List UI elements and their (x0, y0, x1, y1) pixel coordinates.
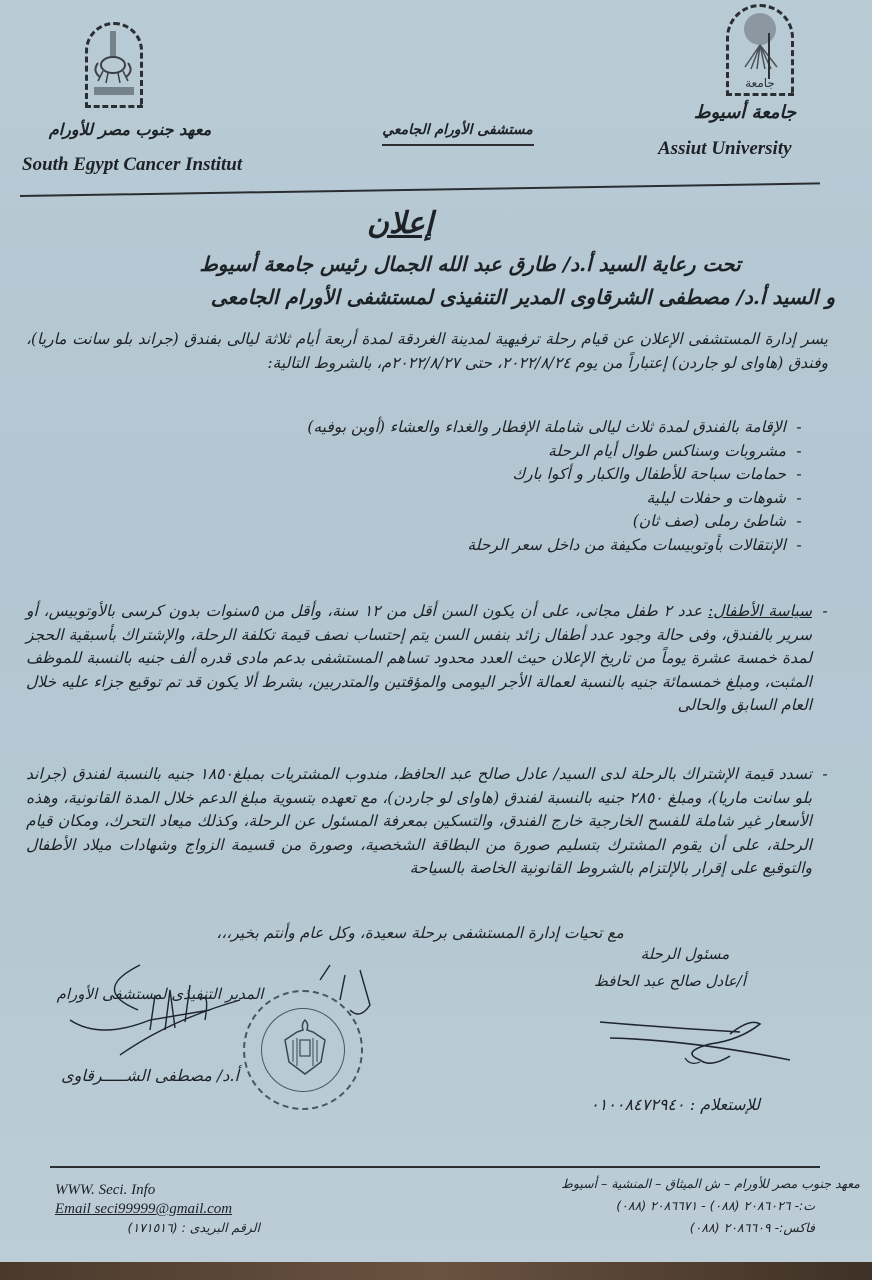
cancer-institute-name-ar: معهد جنوب مصر للأورام (48, 120, 212, 139)
crab-emblem-icon (88, 25, 140, 105)
svg-text:جامعة: جامعة (745, 76, 775, 90)
payment-paragraph (26, 763, 828, 881)
assiut-university-logo-icon (726, 4, 794, 96)
intro-paragraph: يسر إدارة المستشفى الإعلان عن قيام رحلة ترفيهية لمدينة الغردقة لمدة أربعة أيام ثلاثة ليالى بفندق (جراند بلو سانت ماريا)، وفندق (هاواى لو جاردن) إعتباراً من يوم ٢٠٢٢/٨/٢٤، حتى ٢٠٢٢/٨/٢٧م، بالشروط التالية: (26, 330, 828, 372)
children-policy-label: سياسة الأطفال: (707, 602, 812, 620)
bullet-dash: - (822, 765, 828, 783)
condition-item: - حمامات سباحة للأطفال والكبار و أكوا بارك (200, 463, 812, 487)
payment-text: تسدد قيمة الإشتراك بالرحلة لدى السيد/ عادل صالح عبد الحافظ، مندوب المشتريات بمبلغ١٨٥٠ جنيه بالنسبة لفندق (جراند بلو سانت ماريا)، ومبلغ ٢٨٥٠ جنيه بالنسبة لفندق (هاواى لو جاردن)، مع تعهده بتسوية مبلغ الدعم خلال المدة القانونية، وهذه الأسعار غير شاملة للفسح الخارجية خارج الفندق، والتسكين بمعرفة المسئول عن الرحلة، وكذلك ميعاد التحرك، ومكان قيام الرحلة، على أن يقوم المشترك بتسليم صورة من البطاقة الشخصية، وصورة من قسيمة الزواج وشهادات ميلاد الأطفال والتوقيع على إقرار بالإلتزام بالشروط القانونية الخاصة بالسياحة (26, 765, 813, 877)
condition-item: - الإقامة بالفندق لمدة ثلاث ليالى شاملة الإفطار والغداء والعشاء (أوبن بوفيه) (200, 416, 812, 440)
closing-line: مع تحيات إدارة المستشفى برحلة سعيدة، وكل عام وأنتم بخير،،، (216, 924, 624, 942)
condition-item: - شوهات و حفلات ليلية (200, 487, 812, 511)
footer-email[interactable]: Email seci99999@gmail.com (55, 1201, 233, 1217)
inquiries-phone: ٠١٠٠٨٤٧٢٩٤٠ (590, 1095, 685, 1114)
header-divider (20, 182, 820, 197)
south-egypt-cancer-institute-logo-icon (85, 22, 143, 108)
assiut-university-name-ar: جامعة أسيوط (693, 102, 797, 123)
condition-item: - الإنتقالات بأوتوبيسات مكيفة من داخل سعر الرحلة (200, 534, 812, 558)
footer-po-box: الرقم البريدى : (١٧١٥١٦) (127, 1220, 260, 1235)
trip-manager-name: أ/عادل صالح عبد الحافظ (594, 972, 746, 990)
executive-director-role: المدير التنفيذى لمستشفى الأورام (56, 985, 264, 1003)
patron-line-2: و السيد أ.د/ مصطفى الشرقاوى المدير التنفيذى لمستشفى الأورام الجامعى (210, 285, 835, 309)
sun-emblem-icon (729, 7, 791, 93)
footer-address: معهد جنوب مصر للأورام – ش الميثاق – المنشية – أسيوط (561, 1176, 860, 1191)
children-policy-text: عدد ٢ طفل مجانى، على أن يكون السن أقل من ١٢ سنة، وأقل من ٥سنوات بدون كرسى بالأوتوبيس، أو سرير بالفندق، وفى حالة وجود عدد أطفال زائد بنفس السن يتم إحتساب نصف قيمة تكلفة الرحلة، والإشتراك بأسبقية الحجز لمدة خمسة عشرة يوماً من تاريخ الإعلان حيث العدد محدود تساهم المستشفى بدعم مادى قدره ألف جنيه بالنسبة للموظف المثبت، ومبلغ خمسمائة جنيه بالنسبة لعمالة الأجر اليومى والمؤقتين والمتدربين، بشرط ألا يكون قد تم توقيع جزاء عليه خلال العام السابق والحالى (26, 602, 812, 714)
trip-manager-role: مسئول الرحلة (640, 945, 730, 963)
eagle-emblem-icon (279, 1018, 331, 1080)
hospital-name-underline (382, 144, 534, 146)
children-policy-paragraph (26, 600, 828, 718)
announcement-title: إعلان (366, 206, 434, 241)
inquiries-line (520, 1095, 760, 1114)
footer-website: WWW. Seci. Info (55, 1182, 156, 1198)
conditions-list (200, 416, 812, 557)
condition-item: - شاطئ رملى (صف ثان) (200, 510, 812, 534)
desk-surface (0, 1262, 872, 1280)
footer-phones: ت:- ٢٠٨٦٠٢٦ (٠٨٨) - ٢٠٨٦٦٧١ (٠٨٨) (616, 1198, 815, 1213)
bullet-dash: - (822, 602, 828, 620)
assiut-university-name-en: Assiut University (658, 138, 792, 159)
executive-director-name: أ.د/ مصطفى الشـــــرقاوى (61, 1066, 239, 1085)
cancer-institute-name-en: South Egypt Cancer Institut (22, 154, 243, 175)
footer-fax: فاكس:- ٢٠٨٦٦٠٩ (٠٨٨) (689, 1220, 815, 1235)
patron-line-1: تحت رعاية السيد أ.د/ طارق عبد الله الجمال رئيس جامعة أسيوط (199, 252, 741, 276)
inquiries-label: للإستعلام : (689, 1095, 760, 1114)
condition-item: - مشروبات وسناكس طوال أيام الرحلة (200, 440, 812, 464)
trip-manager-signature-icon (590, 1010, 800, 1070)
hospital-name-ar: مستشفى الأورام الجامعي (382, 122, 533, 138)
official-stamp (243, 990, 363, 1110)
footer-divider (50, 1166, 820, 1168)
